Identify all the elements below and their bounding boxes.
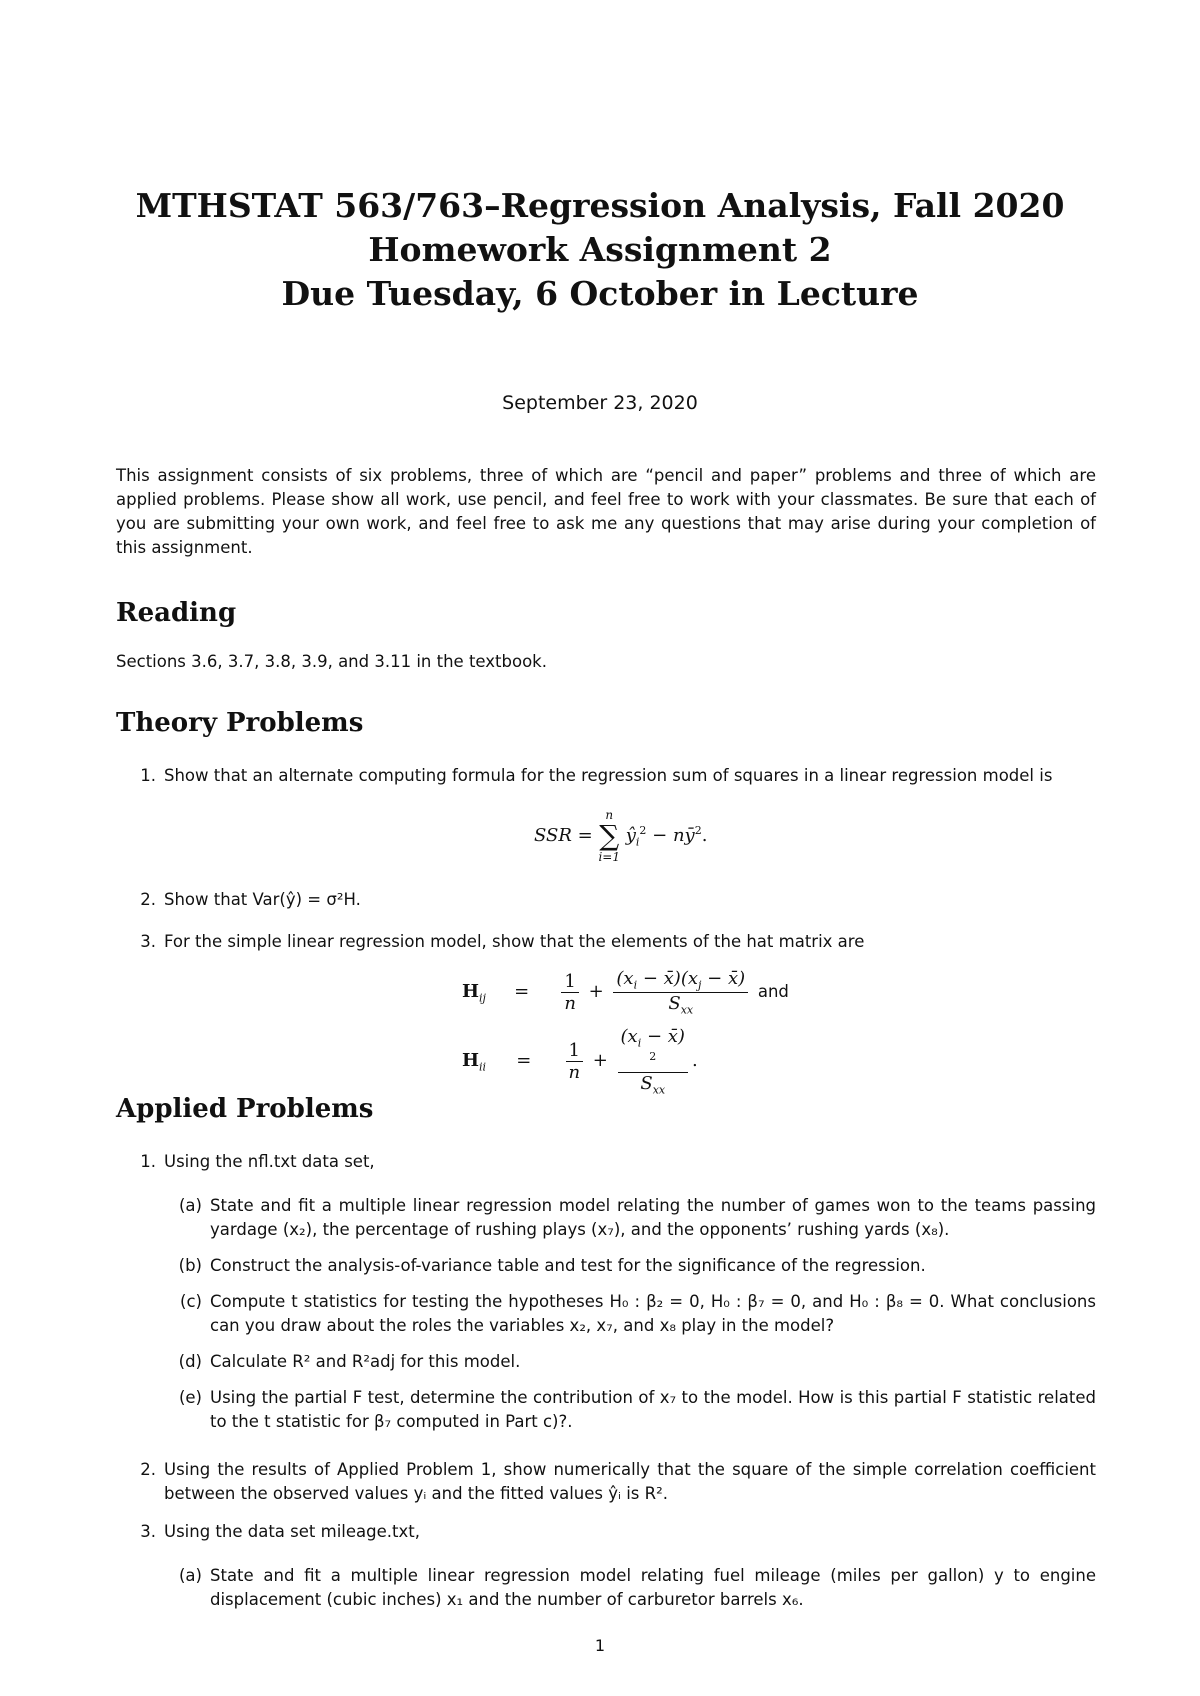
ssr-equation: SSR = n ∑ i=1 $ŷ_i^2$ − $nȳ^2$. <box>534 808 708 864</box>
hat-matrix-hii-equation: $H_{ii}$ = $\frac{1}{n}$ + ($x_i$ − x̄) $^2$ $S_{xx}$ . <box>462 1026 698 1097</box>
title-line-assignment: Homework Assignment 2 <box>368 230 832 269</box>
item-number: 3. <box>140 1522 156 1541</box>
document-date: September 23, 2020 <box>502 392 698 414</box>
subitem-text: Using the partial F test, determine the contribution of x₇ to the model. How is this partial F statistic related to the t statistic for β₇ computed in Part c)?. <box>210 1388 1096 1431</box>
subitem-label: (a) <box>179 1566 202 1585</box>
reading-heading: Reading <box>116 598 237 628</box>
subitem-label: (c) <box>180 1292 202 1311</box>
item-text: For the simple linear regression model, show that the elements of the hat matrix are <box>164 932 865 951</box>
subitem-text: Construct the analysis-of-variance table and test for the significance of the regression. <box>210 1256 926 1275</box>
subitem-text: Calculate R² and R²adj for this model. <box>210 1352 521 1371</box>
subitem-label: (e) <box>178 1388 202 1407</box>
item-text: Using the results of Applied Problem 1, show numerically that the square of the simple correlation coefficient between the observed values yᵢ and the fitted values ŷᵢ is R². <box>164 1460 1096 1503</box>
subitem-text: State and fit a multiple linear regression model relating fuel mileage (miles per gallon) y to engine displacement (cubic inches) x₁ and the number of carburetor barrels x₆. <box>210 1566 1096 1609</box>
item-number: 1. <box>140 766 156 785</box>
and-word: and <box>757 982 789 1002</box>
page-number: 1 <box>594 1636 606 1655</box>
theory-heading: Theory Problems <box>116 708 364 738</box>
title-line-course: MTHSTAT 563/763–Regression Analysis, Fall 2020 <box>135 186 1065 225</box>
item-number: 2. <box>140 890 156 909</box>
item-text: Show that Var(ŷ) = σ²H. <box>164 890 361 909</box>
subitem-label: (b) <box>178 1256 202 1275</box>
item-number: 1. <box>140 1152 156 1171</box>
intro-paragraph: This assignment consists of six problems, three of which are “pencil and paper” problems and three of which are applied problems. Please show all work, use pencil, and feel free to work with your classmates. Be sure that each of you are submitting your own work, and feel free to ask me any questions that may arise during your completion of this assignment. <box>116 466 1096 557</box>
subitem-label: (a) <box>179 1196 202 1215</box>
title-line-due: Due Tuesday, 6 October in Lecture <box>281 274 919 313</box>
applied-heading: Applied Problems <box>116 1094 374 1124</box>
item-number: 2. <box>140 1460 156 1479</box>
item-number: 3. <box>140 932 156 951</box>
hat-matrix-hij-equation: $H_{ij}$ = $\frac{1}{n}$ + $\frac{(x_i - x̄)(x_j - x̄)}{S_{xx}}$ and <box>462 968 789 1017</box>
item-text: Using the nfl.txt data set, <box>164 1152 375 1171</box>
subitem-label: (d) <box>178 1352 202 1371</box>
subitem-text: State and fit a multiple linear regression model relating the number of games won to the teams passing yardage (x₂), the percentage of rushing plays (x₇), and the opponents’ rushing yards (x₈). <box>210 1196 1096 1239</box>
document-title <box>0 184 1200 316</box>
reading-text: Sections 3.6, 3.7, 3.8, 3.9, and 3.11 in the textbook. <box>116 652 547 671</box>
item-text: Using the data set mileage.txt, <box>164 1522 420 1541</box>
subitem-text: Compute t statistics for testing the hypotheses H₀ : β₂ = 0, H₀ : β₇ = 0, and H₀ : β₈ = 0. What conclusions can you draw about the roles the variables x₂, x₇, and x₈ play in the model? <box>210 1292 1096 1335</box>
item-text: Show that an alternate computing formula for the regression sum of squares in a linear regression model is <box>164 766 1053 785</box>
